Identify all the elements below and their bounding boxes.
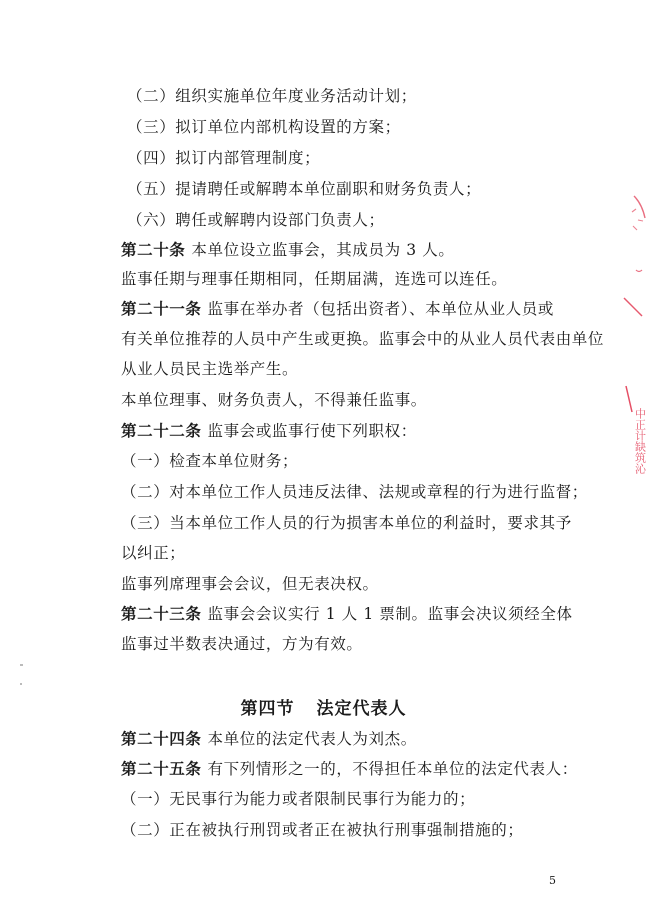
clause-line: （二）正在被执行刑罚或者正在被执行刑事强制措施的；: [121, 821, 524, 839]
clause-line: 监事列席理事会会议，但无表决权。: [121, 575, 379, 593]
clause-line: 本单位理事、财务负责人，不得兼任监事。: [121, 391, 427, 409]
scan-mark: [20, 683, 22, 685]
section-heading: 第四节 法定代表人: [240, 699, 407, 719]
clause-line: （六）聘任或解聘内设部门负责人；: [127, 211, 385, 229]
clause-line: 监事任期与理事任期相同，任期届满，连选可以连任。: [121, 270, 508, 288]
article-21: 第二十一条 监事在举办者（包括出资者）、本单位从业人员或: [121, 299, 554, 318]
clause-line: （三）当本单位工作人员的行为损害本单位的利益时，要求其予: [121, 514, 572, 532]
clause-line: 监事过半数表决通过，方为有效。: [121, 635, 363, 653]
article-23: 第二十三条 监事会会议实行 1 人 1 票制。监事会决议须经全体: [121, 604, 573, 623]
clause-line: （五）提请聘任或解聘本单位副职和财务负责人；: [127, 180, 482, 198]
clause-line: （二）对本单位工作人员违反法律、法规或章程的行为进行监督；: [121, 483, 588, 501]
stamp-seal-fragment: [612, 190, 647, 550]
article-25: 第二十五条 有下列情形之一的，不得担任本单位的法定代表人：: [121, 759, 578, 778]
page-number: 5: [549, 874, 556, 887]
scan-mark: [20, 664, 23, 666]
clause-line: （一）无民事行为能力或者限制民事行为能力的；: [121, 790, 476, 808]
clause-line: 以纠正；: [121, 544, 186, 562]
article-24: 第二十四条 本单位的法定代表人为刘杰。: [121, 729, 417, 748]
article-20: 第二十条 本单位设立监事会，其成员为 3 人。: [121, 240, 455, 259]
clause-line: （二）组织实施单位年度业务活动计划；: [127, 87, 417, 105]
clause-line: 从业人员民主选举产生。: [121, 360, 299, 378]
stamp-text: 中正计缺筑沁: [633, 408, 647, 474]
clause-line: （三）拟订单位内部机构设置的方案；: [127, 118, 401, 136]
clause-line: 有关单位推荐的人员中产生或更换。监事会中的从业人员代表由单位: [121, 330, 605, 348]
clause-line: （四）拟订内部管理制度；: [127, 149, 321, 167]
article-22: 第二十二条 监事会或监事行使下列职权：: [121, 421, 417, 440]
clause-line: （一）检查本单位财务；: [121, 452, 299, 470]
